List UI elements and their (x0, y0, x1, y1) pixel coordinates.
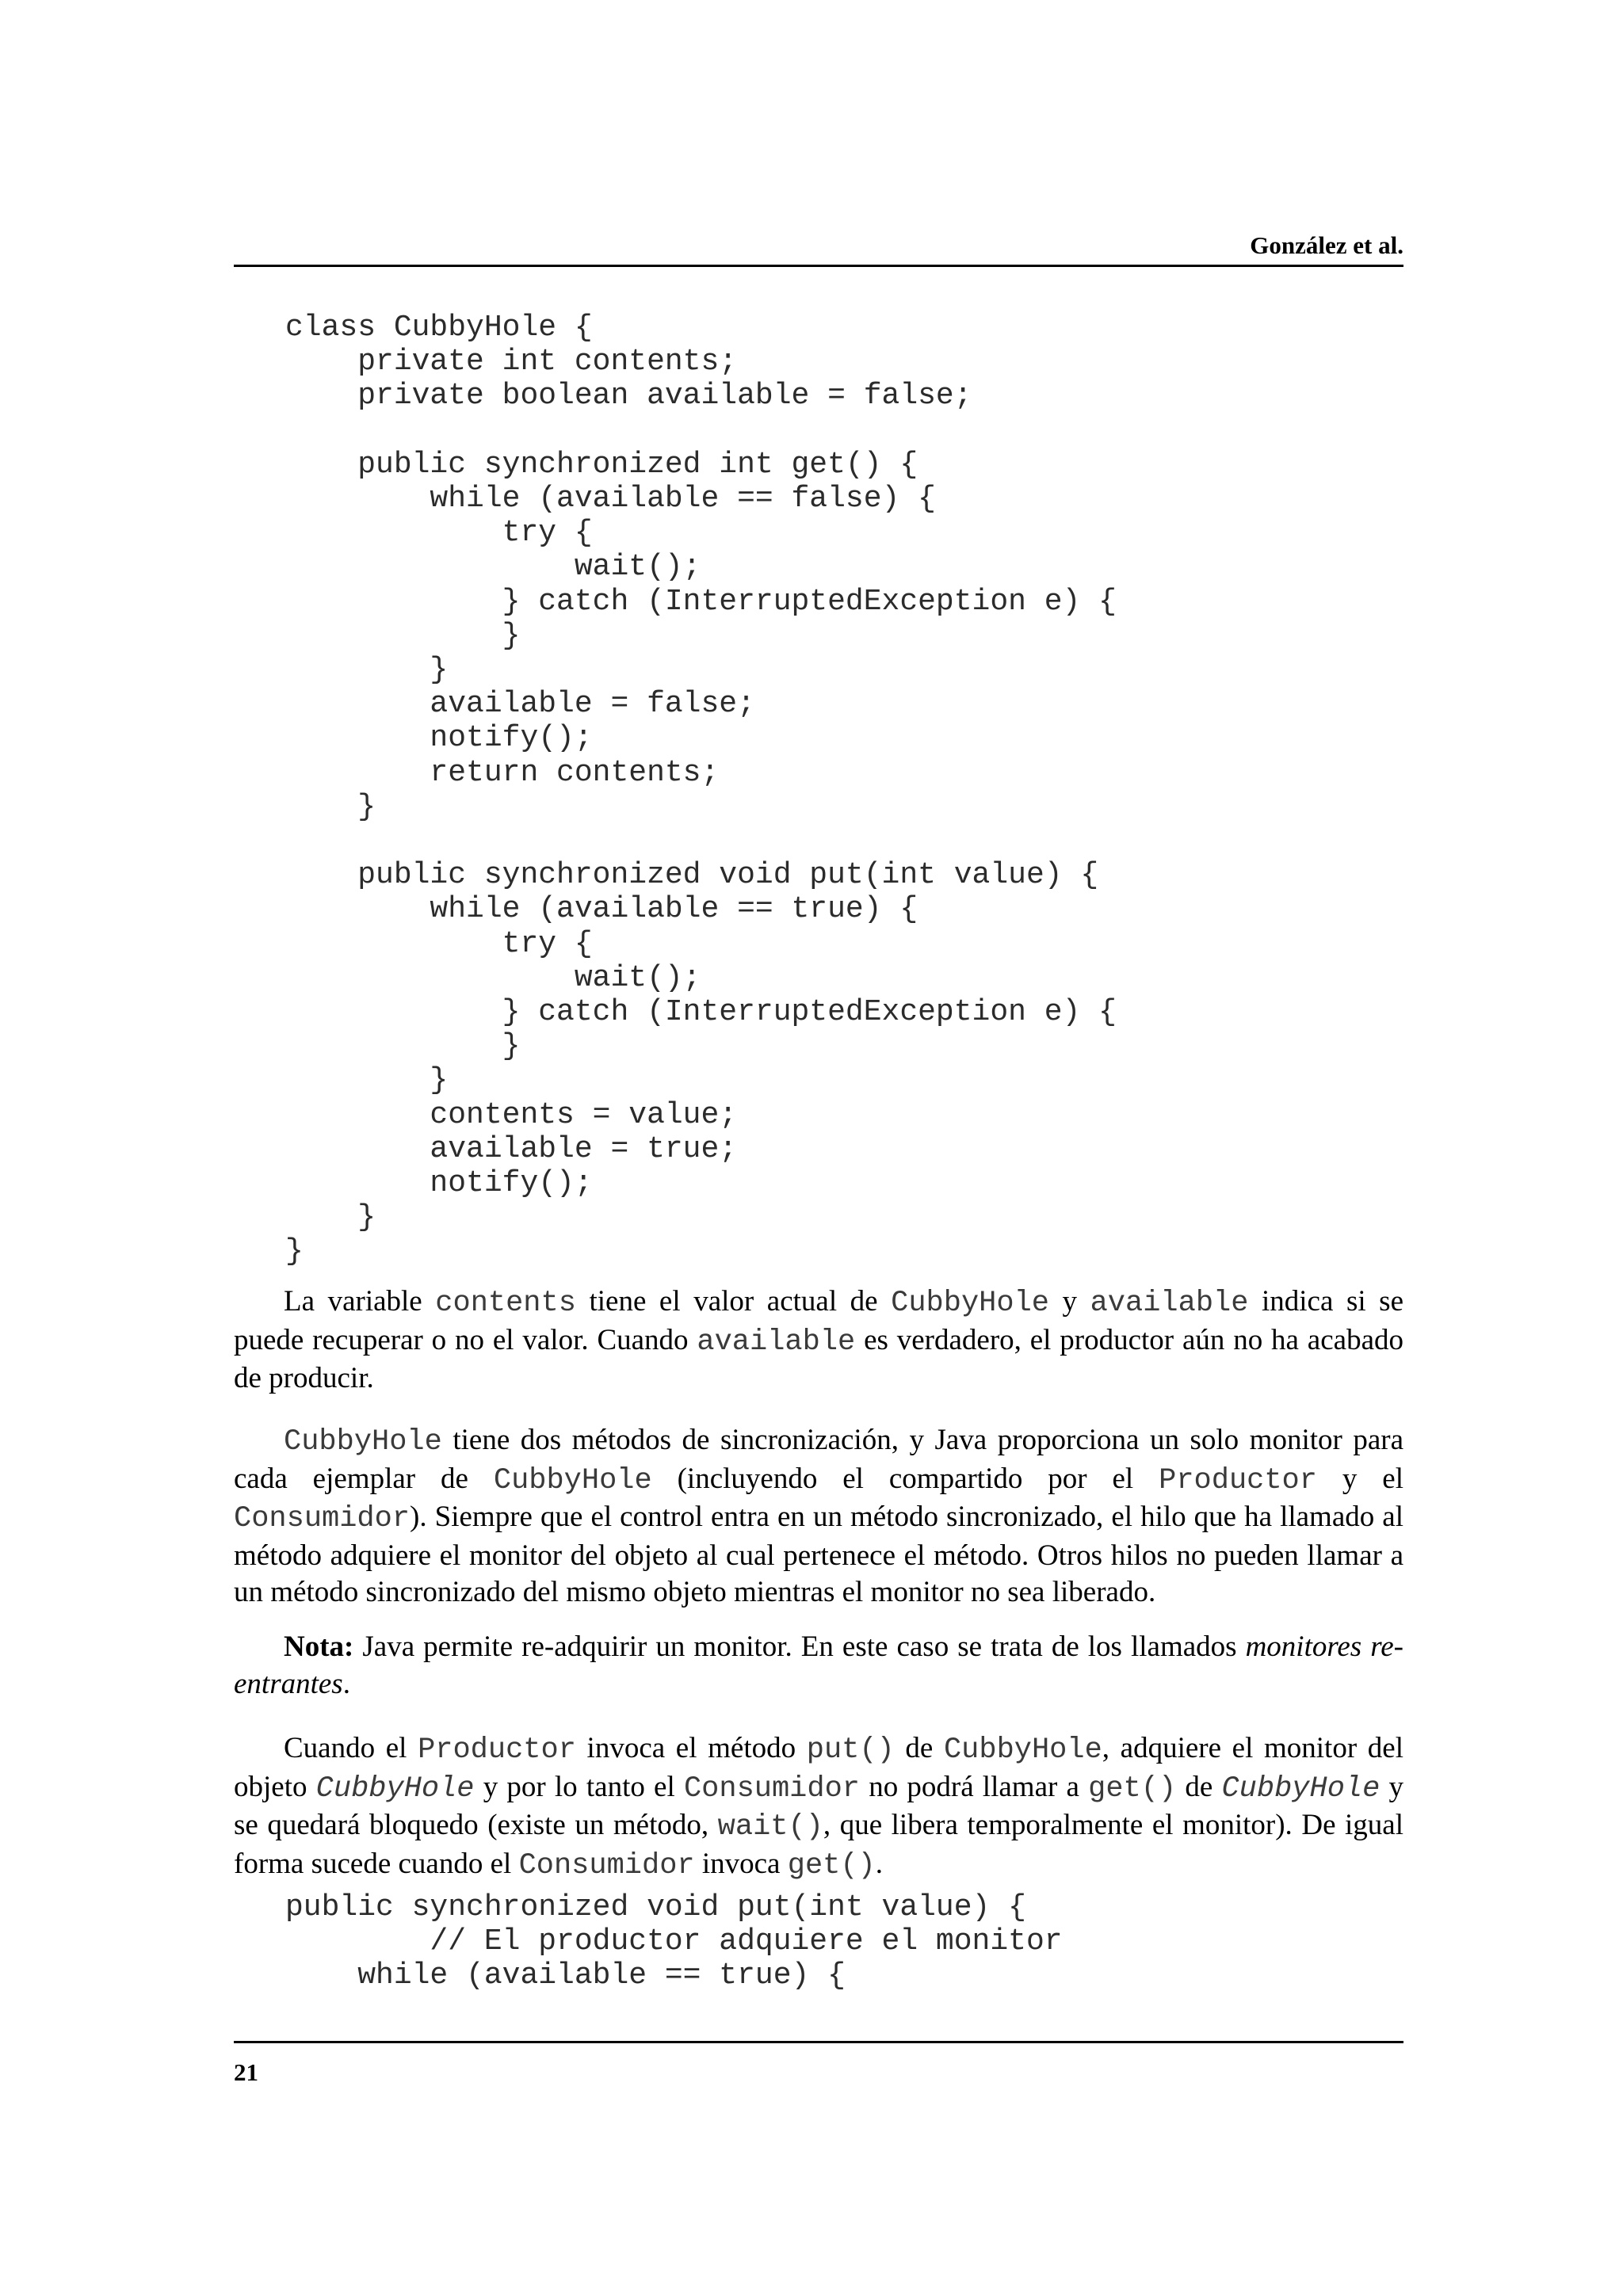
inline-code: put() (806, 1733, 895, 1767)
inline-code: wait() (717, 1810, 823, 1844)
inline-code: available (697, 1325, 856, 1359)
inline-code: CubbyHole (493, 1463, 652, 1497)
inline-code: Productor (418, 1733, 576, 1767)
header-rule (234, 265, 1403, 267)
inline-code: Consumidor (518, 1848, 695, 1882)
inline-code: CubbyHole (284, 1425, 442, 1459)
inline-code: Consumidor (683, 1772, 860, 1806)
running-header-author: González et al. (1250, 231, 1403, 259)
footer-rule (234, 2041, 1403, 2043)
paragraph-contents-variable: La variable contents tiene el valor actual de CubbyHole y available indica si se puede recuperar o no el valor. Cuando available es verdadero, el productor aún no ha acabado de producir. (234, 1285, 1404, 1394)
inline-code: contents (435, 1287, 576, 1320)
inline-code: available (1090, 1287, 1249, 1320)
inline-code: get() (1088, 1772, 1177, 1806)
inline-code: Consumidor (234, 1502, 411, 1535)
inline-code: CubbyHole (943, 1733, 1102, 1767)
inline-code: CubbyHole (891, 1287, 1049, 1320)
paragraph-producer-put: Cuando el Productor invoca el método put() de CubbyHole, adquiere el monitor del objeto CubbyHole y por lo tanto el Consumidor no podrá llamar a get() de CubbyHole y se quedará bloquedo (existe un método, wait(), que libera temporalmente el monitor). De igual forma sucede cuando el Consumidor invoca get(). (234, 1732, 1404, 1882)
paragraph-note-reentrant: Nota: Java permite re-adquirir un monitor. En este caso se trata de los llamados monitores re-entrantes. (234, 1630, 1403, 1700)
inline-code: Productor (1159, 1463, 1317, 1497)
paragraph-monitor-synchronization: CubbyHole tiene dos métodos de sincronización, y Java proporciona un solo monitor para cada ejemplar de CubbyHole (incluyendo el compartido por el Productor y el Consumidor). Siempre que el control entra en un método sincronizado, el hilo que ha llamado al método adquiere el monitor del objeto al cual pertenece el método. Otros hilos no pueden llamar a un método sincronizado del mismo objeto mientras el monitor no sea liberado. (234, 1424, 1403, 1608)
inline-code: CubbyHole (1221, 1772, 1381, 1806)
note-label: Nota: (284, 1630, 354, 1663)
inline-code: get() (787, 1848, 876, 1882)
code-block-cubbyhole: class CubbyHole { private int contents; private boolean available = false; public synchronized int get() { while (available == false) { try { wait(); } catch (InterruptedException e) { } } available = false; notify(); return contents; } public synchronized void put(int value) { while (available == true) { try { wait(); } catch (InterruptedException e) { } } contents = value; available = true; notify(); } } (285, 311, 1117, 1269)
code-block-put-method: public synchronized void put(int value) { // El productor adquiere el monitor while (available == true) { (285, 1890, 1063, 1993)
italic-term: monitores re-entrantes (234, 1630, 1403, 1700)
inline-code: CubbyHole (315, 1772, 475, 1806)
page-number: 21 (234, 2058, 258, 2086)
